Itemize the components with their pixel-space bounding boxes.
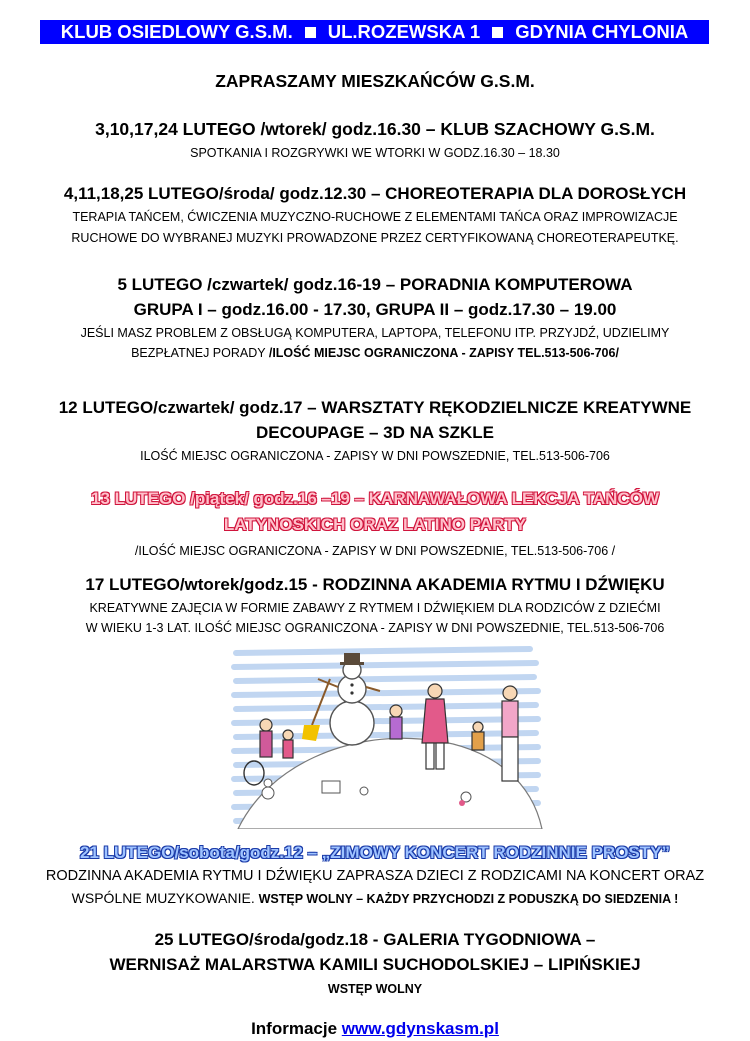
choreotherapy-title: 4,11,18,25 LUTEGO/środa/ godz.12.30 – CHOREOTERAPIA DLA DOROSŁYCH xyxy=(63,184,687,203)
winter-family-drawing xyxy=(230,643,544,829)
header-banner xyxy=(40,20,709,44)
choreotherapy-desc-line2: RUCHOWE DO WYBRANEJ MUZYKI PROWADZONE PRZEZ CERTYFIKOWANĄ CHOREOTERAPEUTKĘ. xyxy=(71,231,679,245)
rhythm-academy-title: 17 LUTEGO/wtorek/godz.15 - RODZINNA AKADEMIA RYTMU I DŹWIĘKU xyxy=(85,575,665,594)
choreotherapy-desc-line1: TERAPIA TAŃCEM, ĆWICZENIA MUZYCZNO-RUCHOWE Z ELEMENTAMI TAŃCA ORAZ IMPROWIZACJE xyxy=(72,210,678,224)
concert-desc-line2 xyxy=(0,888,750,909)
latin-dance-title-line1: 13 LUTEGO /piątek/ godz.16 –19 – KARNAWAŁOWA LEKCJA TAŃCÓW xyxy=(91,489,659,508)
gallery-title-line2: WERNISAŻ MALARSTWA KAMILI SUCHODOLSKIEJ – LIPIŃSKIEJ xyxy=(109,955,641,974)
latin-dance-title-line2: LATYNOSKICH ORAZ LATINO PARTY xyxy=(223,515,527,534)
crafts-title-line2: DECOUPAGE – 3D NA SZKLE xyxy=(255,423,495,442)
footer-label: Informacje xyxy=(251,1019,342,1038)
header-city: GDYNIA CHYLONIA xyxy=(515,21,689,42)
computer-clinic-desc-line2 xyxy=(0,345,750,362)
concert-desc-line1: RODZINNA AKADEMIA RYTMU I DŹWIĘKU ZAPRASZA DZIECI Z RODZICAMI NA KONCERT ORAZ xyxy=(45,868,705,884)
concert-desc-text: WSPÓLNE MUZYKOWANIE. xyxy=(71,890,259,906)
gallery-free-entry: WSTĘP WOLNY xyxy=(327,982,423,996)
intro-heading: ZAPRASZAMY MIESZKAŃCÓW G.S.M. xyxy=(215,71,535,91)
chess-title: 3,10,17,24 LUTEGO /wtorek/ godz.16.30 – KLUB SZACHOWY G.S.M. xyxy=(95,119,655,139)
crafts-title-line1: 12 LUTEGO/czwartek/ godz.17 – WARSZTATY RĘKODZIELNICZE KREATYWNE xyxy=(58,398,692,417)
concert-title: 21 LUTEGO/sobota/godz.12 – „ZIMOWY KONCERT RODZINNIE PROSTY” xyxy=(79,843,670,862)
crafts-description: ILOŚĆ MIEJSC OGRANICZONA - ZAPISY W DNI POWSZEDNIE, TEL.513-506-706 xyxy=(140,449,610,463)
concert-free-entry: WSTĘP WOLNY – KAŻDY PRZYCHODZI Z PODUSZKĄ DO SIEDZENIA ! xyxy=(258,892,679,906)
footer-info xyxy=(0,1018,750,1040)
chess-description: SPOTKANIA I ROZGRYWKI WE WTORKI W GODZ.16.30 – 18.30 xyxy=(190,146,560,160)
computer-clinic-desc-line1: JEŚLI MASZ PROBLEM Z OBSŁUGĄ KOMPUTERA, LAPTOPA, TELEFONU ITP. PRZYJDŹ, UDZIELIMY xyxy=(80,326,670,340)
computer-clinic-desc-text: BEZPŁATNEJ PORADY xyxy=(131,346,269,360)
header-street: UL.ROZEWSKA 1 xyxy=(327,21,481,42)
header-club-name: KLUB OSIEDLOWY G.S.M. xyxy=(60,21,293,42)
latin-dance-description: /ILOŚĆ MIEJSC OGRANICZONA - ZAPISY W DNI POWSZEDNIE, TEL.513-506-706 / xyxy=(134,544,616,558)
rhythm-academy-desc-line2: W WIEKU 1-3 LAT. ILOŚĆ MIEJSC OGRANICZONA - ZAPISY W DNI POWSZEDNIE, TEL.513-506-706 xyxy=(85,621,665,635)
square-bullet-icon xyxy=(305,27,316,38)
square-bullet-icon xyxy=(492,27,503,38)
computer-clinic-groups: GRUPA I – godz.16.00 - 17.30, GRUPA II – godz.17.30 – 19.00 xyxy=(133,300,617,319)
computer-clinic-title: 5 LUTEGO /czwartek/ godz.16-19 – PORADNIA KOMPUTEROWA xyxy=(117,275,633,294)
website-link[interactable]: www.gdynskasm.pl xyxy=(341,1019,499,1038)
gallery-title-line1: 25 LUTEGO/środa/godz.18 - GALERIA TYGODNIOWA – xyxy=(154,930,596,949)
rhythm-academy-desc-line1: KREATYWNE ZAJĘCIA W FORMIE ZABAWY Z RYTMEM I DŹWIĘKIEM DLA RODZICÓW Z DZIEĆMI xyxy=(89,601,661,615)
computer-clinic-signup: /ILOŚĆ MIEJSC OGRANICZONA - ZAPISY TEL.513-506-706/ xyxy=(268,346,619,360)
